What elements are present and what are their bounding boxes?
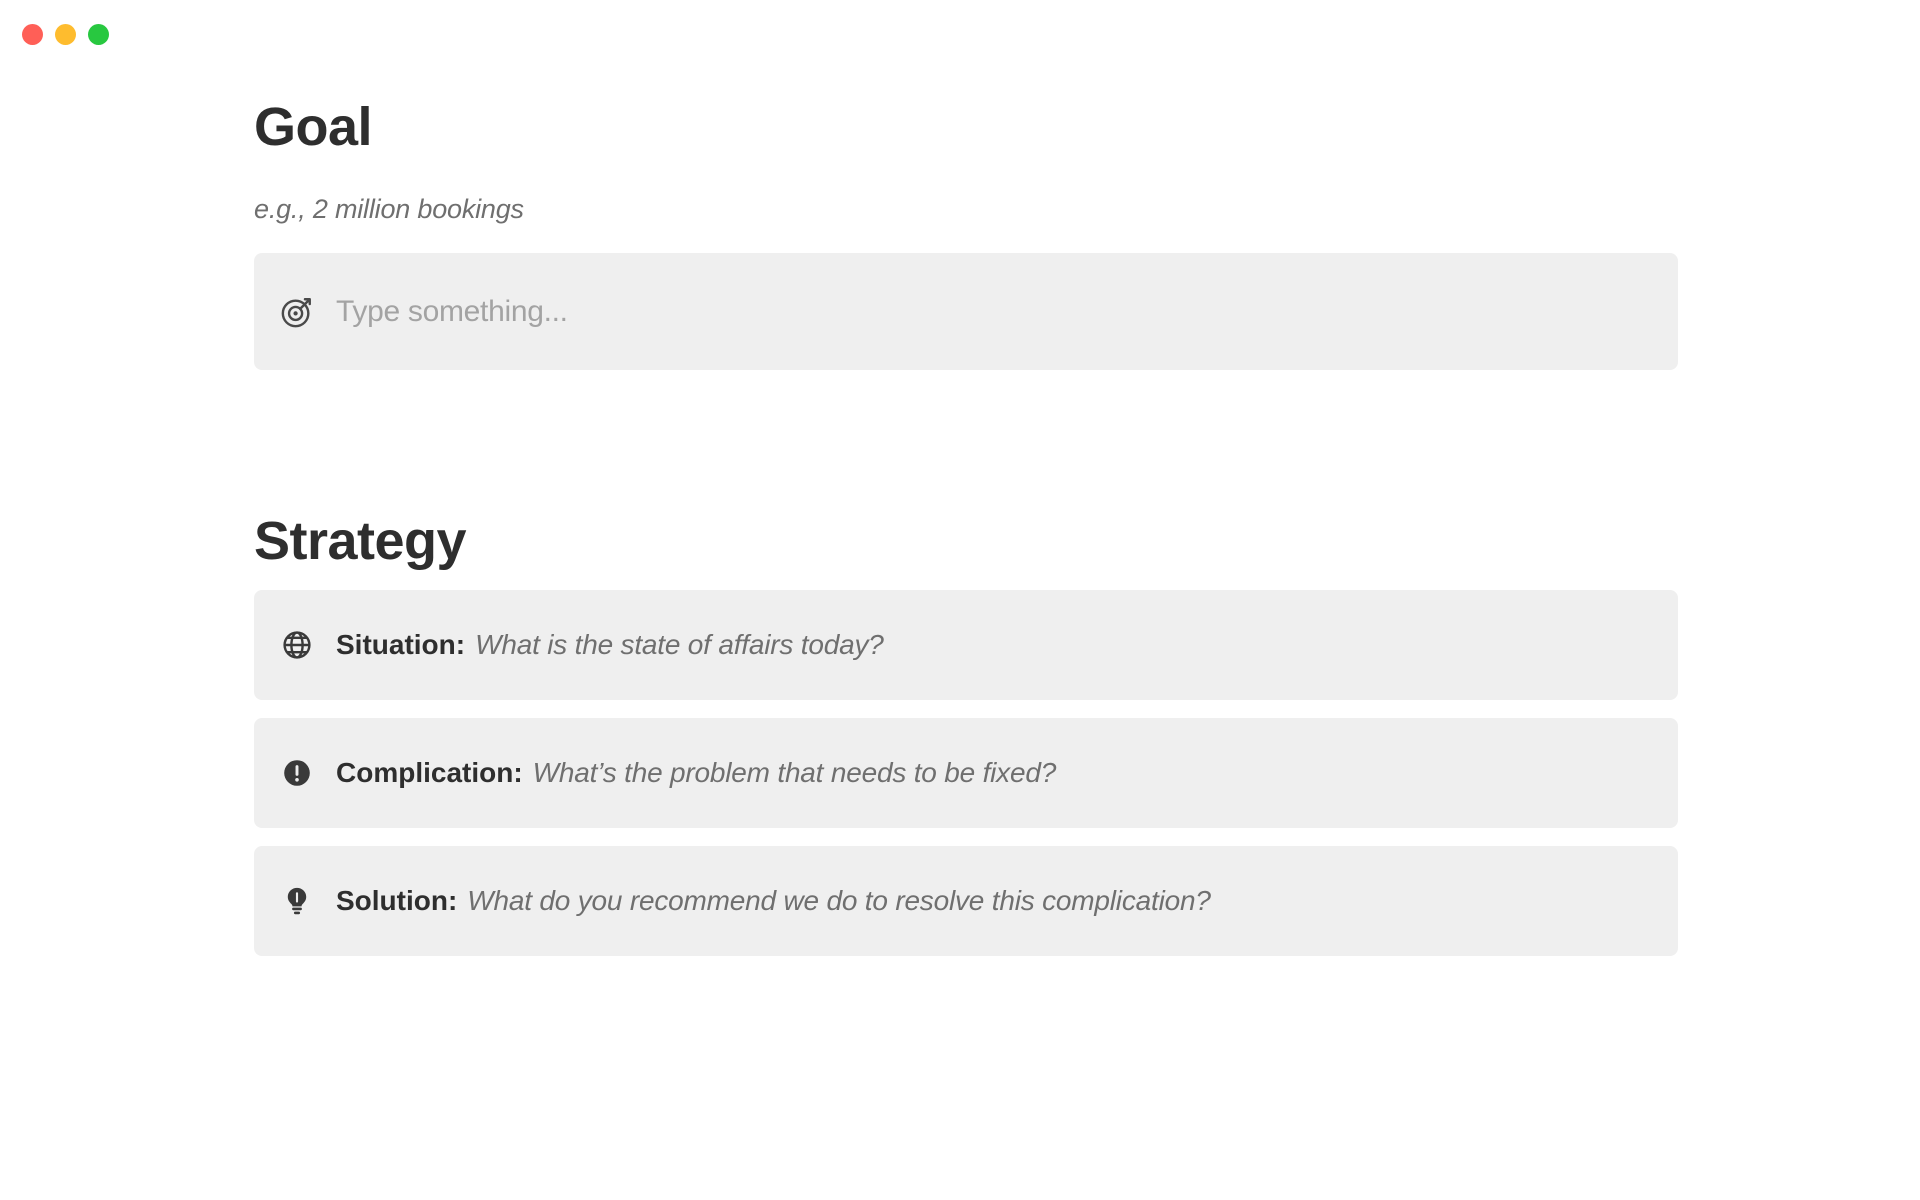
target-icon <box>280 295 314 329</box>
lightbulb-icon <box>280 884 314 918</box>
strategy-row-label: Complication: <box>336 757 523 789</box>
strategy-row-situation[interactable] <box>254 590 1678 700</box>
strategy-row-label: Solution: <box>336 885 458 917</box>
goal-section-title: Goal <box>254 97 373 157</box>
window-close-button[interactable] <box>22 24 43 45</box>
strategy-section-title: Strategy <box>254 511 467 572</box>
goal-hint-text: e.g., 2 million bookings <box>254 194 524 225</box>
globe-icon <box>280 628 314 662</box>
strategy-row-prompt: What is the state of affairs today? <box>475 629 884 661</box>
window-zoom-button[interactable] <box>88 24 109 45</box>
exclamation-circle-icon <box>280 756 314 790</box>
window-minimize-button[interactable] <box>55 24 76 45</box>
strategy-row-prompt: What’s the problem that needs to be fixed? <box>532 757 1057 789</box>
strategy-row-solution[interactable] <box>254 846 1678 956</box>
strategy-row-label: Situation: <box>336 629 466 661</box>
window-titlebar <box>0 0 1920 68</box>
goal-input-placeholder: Type something... <box>336 294 568 328</box>
section-spacer <box>254 370 1678 510</box>
strategy-row-prompt: What do you recommend we do to resolve this complication? <box>467 885 1211 917</box>
document-content <box>254 96 1678 956</box>
goal-input-field[interactable] <box>254 253 1678 370</box>
strategy-row-complication[interactable] <box>254 718 1678 828</box>
